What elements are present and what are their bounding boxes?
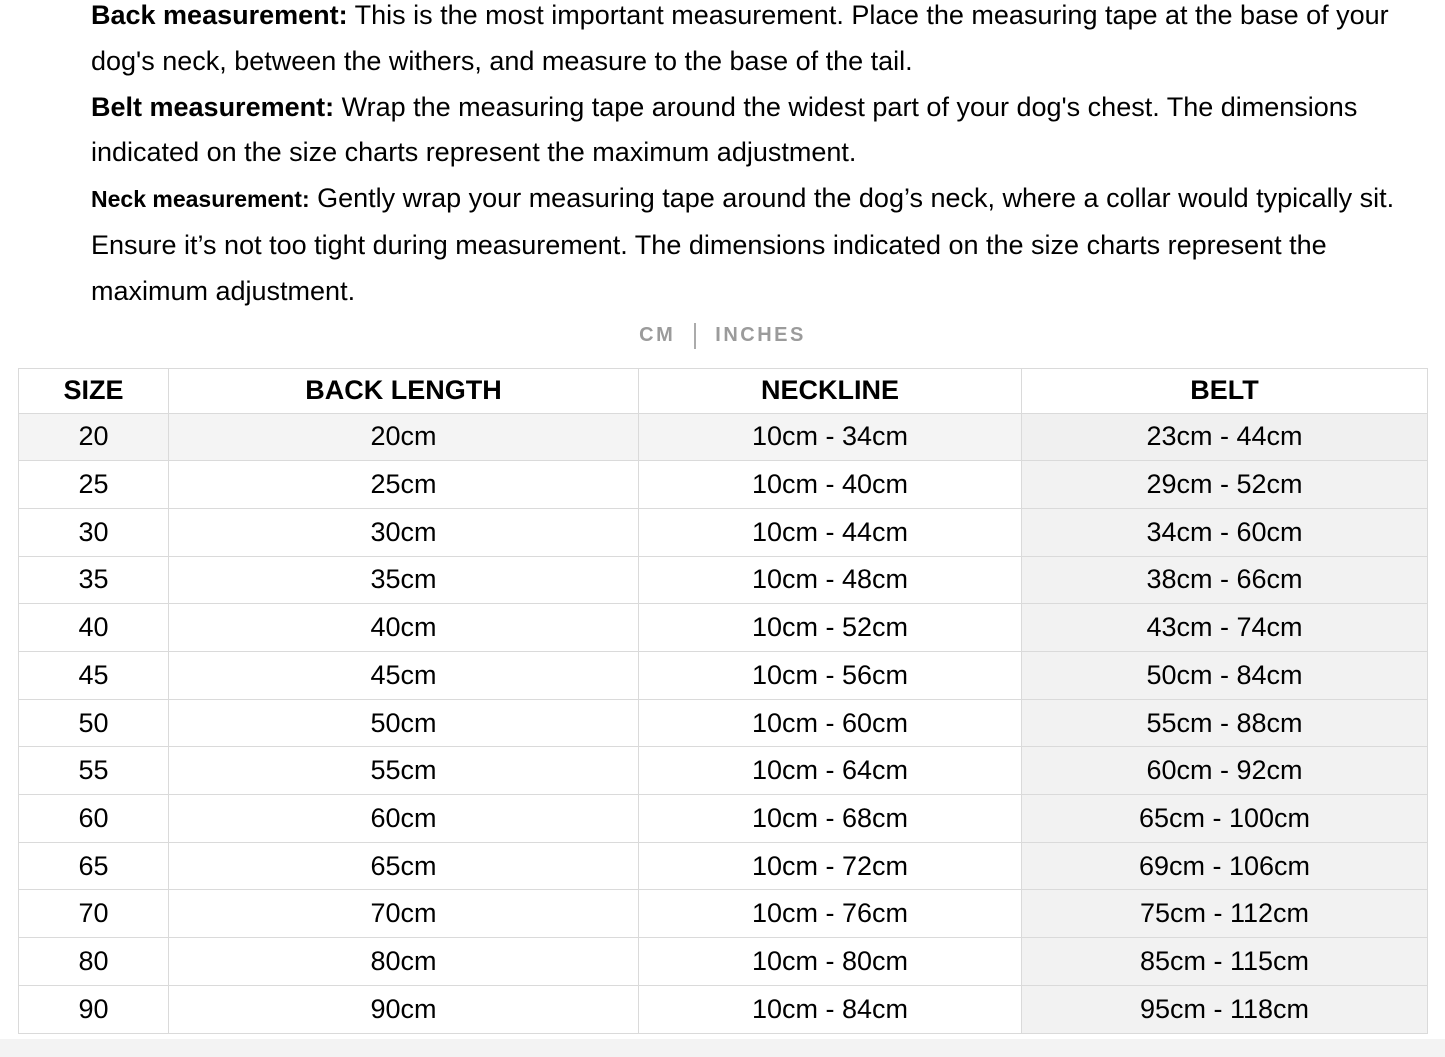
unit-toggle-separator [694, 323, 696, 349]
table-row-size-50 [19, 699, 1428, 747]
back-length-cell: 90cm [169, 985, 639, 1033]
size-cell: 20 [19, 413, 169, 461]
table-row-size-40 [19, 604, 1428, 652]
belt-cell: 43cm - 74cm [1022, 604, 1428, 652]
back-measurement-text: This is the most important measurement. Place the measuring tape at the base of your dog's neck, between the withers, and measure to the base of the tail. [91, 0, 1389, 76]
column-header-size: SIZE [19, 368, 169, 413]
size-cell: 30 [19, 508, 169, 556]
table-header-row [19, 368, 1428, 413]
back-length-cell: 25cm [169, 461, 639, 509]
size-cell: 35 [19, 556, 169, 604]
back-length-cell: 20cm [169, 413, 639, 461]
neck-measurement-text: Gently wrap your measuring tape around the dog’s neck, where a collar would typically sit. Ensure it’s not too tight during measurement. The dimensions indicated on the size charts represent the maximum adjustment. [91, 183, 1395, 306]
belt-cell: 69cm - 106cm [1022, 842, 1428, 890]
belt-cell: 60cm - 92cm [1022, 747, 1428, 795]
column-header-neckline: NECKLINE [639, 368, 1022, 413]
table-row-size-35 [19, 556, 1428, 604]
neckline-cell: 10cm - 80cm [639, 938, 1022, 986]
size-cell: 90 [19, 985, 169, 1033]
size-cell: 25 [19, 461, 169, 509]
belt-cell: 65cm - 100cm [1022, 795, 1428, 843]
belt-cell: 38cm - 66cm [1022, 556, 1428, 604]
table-row-size-90 [19, 985, 1428, 1033]
belt-cell: 29cm - 52cm [1022, 461, 1428, 509]
table-row-size-20 [19, 413, 1428, 461]
back-length-cell: 45cm [169, 652, 639, 700]
belt-cell: 23cm - 44cm [1022, 413, 1428, 461]
neckline-cell: 10cm - 48cm [639, 556, 1022, 604]
size-cell: 40 [19, 604, 169, 652]
column-header-back-length: BACK LENGTH [169, 368, 639, 413]
neckline-cell: 10cm - 40cm [639, 461, 1022, 509]
table-row-size-45 [19, 652, 1428, 700]
back-length-cell: 80cm [169, 938, 639, 986]
neckline-cell: 10cm - 64cm [639, 747, 1022, 795]
back-measurement-label: Back measurement: [91, 0, 348, 30]
table-row-size-25 [19, 461, 1428, 509]
measurement-instructions [91, 0, 1409, 315]
neckline-cell: 10cm - 76cm [639, 890, 1022, 938]
neckline-cell: 10cm - 84cm [639, 985, 1022, 1033]
neckline-cell: 10cm - 52cm [639, 604, 1022, 652]
column-header-belt: BELT [1022, 368, 1428, 413]
back-length-cell: 50cm [169, 699, 639, 747]
neck-measurement-label: Neck measurement: [91, 186, 310, 213]
neckline-cell: 10cm - 72cm [639, 842, 1022, 890]
table-row-size-60 [19, 795, 1428, 843]
size-cell: 55 [19, 747, 169, 795]
size-chart-section [18, 368, 1427, 1034]
unit-inches-button[interactable]: INCHES [715, 324, 806, 347]
neck-measurement-paragraph [91, 176, 1409, 314]
neckline-cell: 10cm - 44cm [639, 508, 1022, 556]
size-cell: 50 [19, 699, 169, 747]
back-length-cell: 30cm [169, 508, 639, 556]
size-cell: 80 [19, 938, 169, 986]
size-cell: 65 [19, 842, 169, 890]
back-measurement-paragraph [91, 0, 1409, 85]
back-length-cell: 40cm [169, 604, 639, 652]
unit-toggle [0, 322, 1445, 350]
size-chart-table [18, 368, 1428, 1034]
belt-cell: 85cm - 115cm [1022, 938, 1428, 986]
size-cell: 70 [19, 890, 169, 938]
table-row-size-55 [19, 747, 1428, 795]
belt-measurement-paragraph [91, 85, 1409, 177]
unit-cm-button[interactable]: CM [639, 324, 676, 347]
size-cell: 60 [19, 795, 169, 843]
belt-measurement-text: Wrap the measuring tape around the widest part of your dog's chest. The dimensions indicated on the size charts represent the maximum adjustment. [91, 91, 1358, 168]
section-divider-strip [0, 1039, 1445, 1057]
neckline-cell: 10cm - 56cm [639, 652, 1022, 700]
belt-measurement-label: Belt measurement: [91, 91, 335, 122]
back-length-cell: 60cm [169, 795, 639, 843]
table-row-size-80 [19, 938, 1428, 986]
belt-cell: 34cm - 60cm [1022, 508, 1428, 556]
back-length-cell: 70cm [169, 890, 639, 938]
neckline-cell: 10cm - 60cm [639, 699, 1022, 747]
table-row-size-30 [19, 508, 1428, 556]
back-length-cell: 35cm [169, 556, 639, 604]
belt-cell: 50cm - 84cm [1022, 652, 1428, 700]
back-length-cell: 55cm [169, 747, 639, 795]
back-length-cell: 65cm [169, 842, 639, 890]
table-row-size-65 [19, 842, 1428, 890]
neckline-cell: 10cm - 68cm [639, 795, 1022, 843]
neckline-cell: 10cm - 34cm [639, 413, 1022, 461]
belt-cell: 75cm - 112cm [1022, 890, 1428, 938]
belt-cell: 55cm - 88cm [1022, 699, 1428, 747]
size-cell: 45 [19, 652, 169, 700]
belt-cell: 95cm - 118cm [1022, 985, 1428, 1033]
table-row-size-70 [19, 890, 1428, 938]
